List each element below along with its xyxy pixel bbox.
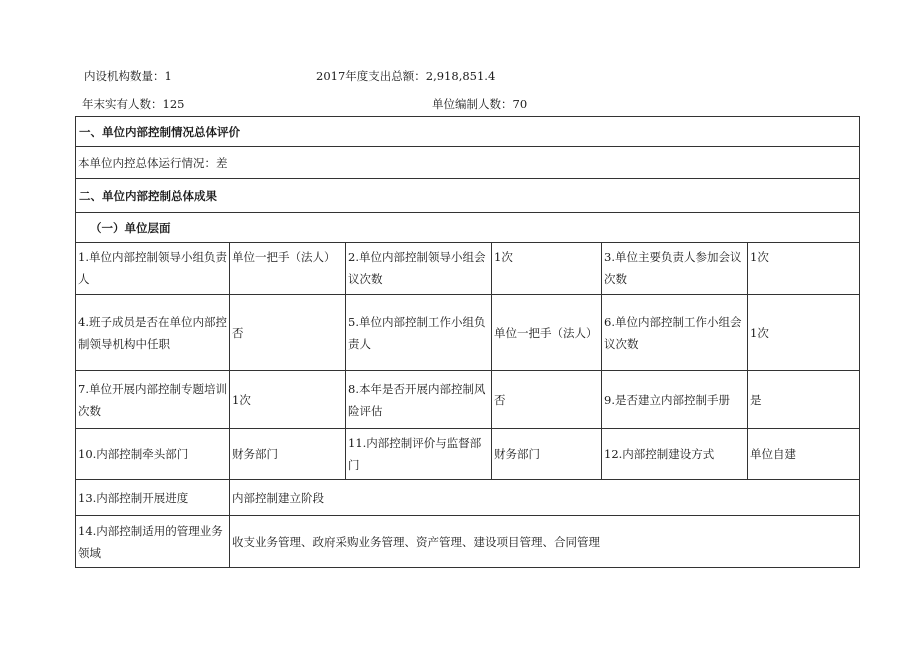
- section2-header-row: [76, 179, 860, 213]
- item-value: 1次: [230, 371, 346, 429]
- institution-count: 内设机构数量：1: [84, 69, 172, 83]
- item-value: 单位一把手（法人）: [230, 243, 346, 295]
- subsection-row: [76, 213, 860, 243]
- item-label: 3.单位主要负责人参加会议次数: [602, 243, 748, 295]
- item-value: 否: [230, 295, 346, 371]
- overall-evaluation: 本单位内控总体运行情况：差: [76, 147, 860, 179]
- item-label: 6.单位内部控制工作小组会议次数: [602, 295, 748, 371]
- item-value: 1次: [492, 243, 602, 295]
- item-label: 2.单位内部控制领导小组会议次数: [346, 243, 492, 295]
- table-row: [76, 243, 860, 295]
- actual-staff-count: 年末实有人数：125: [82, 97, 185, 111]
- item-value: 单位一把手（法人）: [492, 295, 602, 371]
- section1-title: 一、单位内部控制情况总体评价: [76, 117, 860, 147]
- table-row: [76, 295, 860, 371]
- item-value: 是: [748, 371, 860, 429]
- item-value: 财务部门: [492, 429, 602, 480]
- item-value: 否: [492, 371, 602, 429]
- internal-control-table: [75, 116, 860, 568]
- item-value: 1次: [748, 295, 860, 371]
- total-expense: 2017年度支出总额：2,918,851.4: [316, 69, 496, 83]
- item-value: 财务部门: [230, 429, 346, 480]
- item-value: 单位自建: [748, 429, 860, 480]
- table-row: [76, 429, 860, 480]
- item-label: 5.单位内部控制工作小组负责人: [346, 295, 492, 371]
- scope-label: 14.内部控制适用的管理业务领域: [76, 516, 230, 568]
- item-value: 1次: [748, 243, 860, 295]
- item-label: 8.本年是否开展内部控制风险评估: [346, 371, 492, 429]
- progress-label: 13.内部控制开展进度: [76, 480, 230, 516]
- authorized-staff-count: 单位编制人数：70: [432, 97, 528, 111]
- progress-value: 内部控制建立阶段: [230, 480, 860, 516]
- scope-value: 收支业务管理、政府采购业务管理、资产管理、建设项目管理、合同管理: [230, 516, 860, 568]
- section2-title: 二、单位内部控制总体成果: [76, 179, 860, 213]
- scope-row: [76, 516, 860, 568]
- item-label: 1.单位内部控制领导小组负责人: [76, 243, 230, 295]
- item-label: 12.内部控制建设方式: [602, 429, 748, 480]
- summary-row: [76, 147, 860, 179]
- section1-header-row: [76, 117, 860, 147]
- item-label: 10.内部控制牵头部门: [76, 429, 230, 480]
- item-label: 7.单位开展内部控制专题培训次数: [76, 371, 230, 429]
- item-label: 4.班子成员是否在单位内部控制领导机构中任职: [76, 295, 230, 371]
- progress-row: [76, 480, 860, 516]
- item-label: 11.内部控制评价与监督部门: [346, 429, 492, 480]
- subsection-title: （一）单位层面: [76, 213, 860, 243]
- table-row: [76, 371, 860, 429]
- item-label: 9.是否建立内部控制手册: [602, 371, 748, 429]
